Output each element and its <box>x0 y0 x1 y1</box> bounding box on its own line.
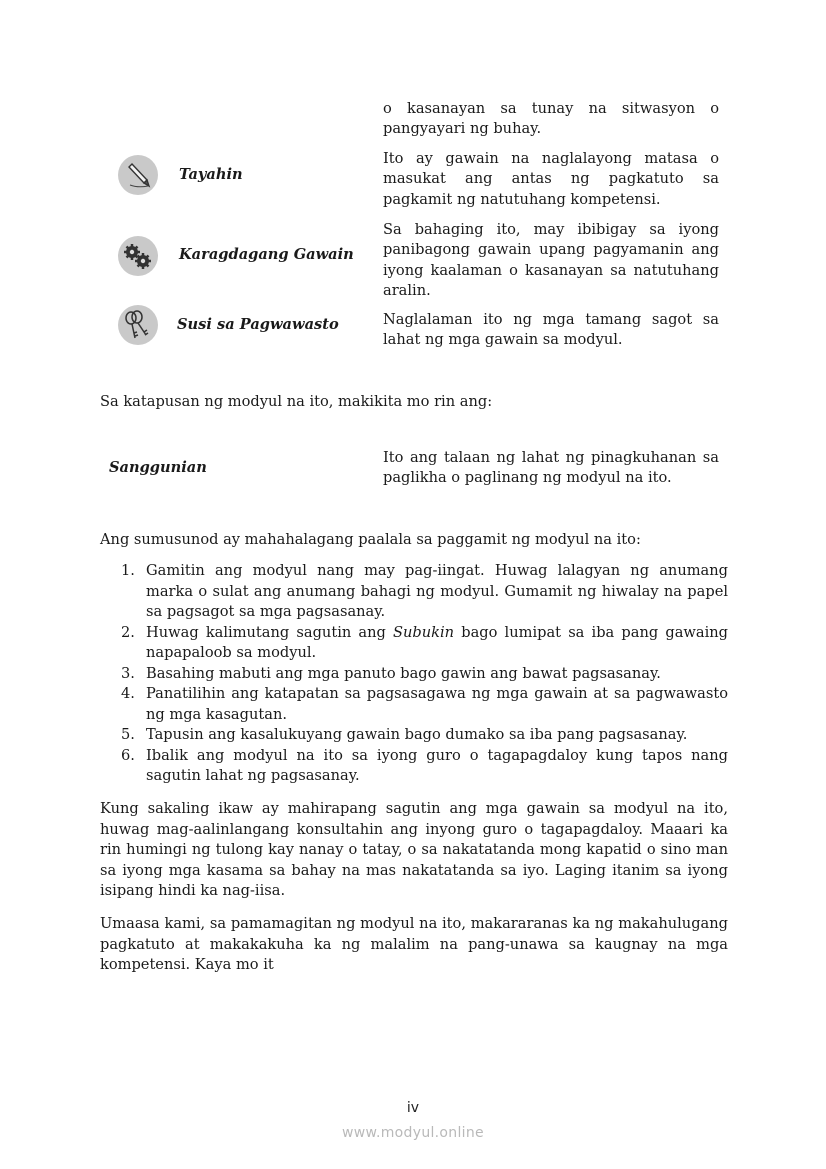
term-tayahin: Tayahin <box>179 166 243 183</box>
term-susi-sa-pagwawasto: Susi sa Pagwawasto <box>177 316 339 333</box>
closing-paragraph: Umaasa kami, sa pamamagitan ng modyul na ito, makararanas ka ng makahulugang pagkatuto at makakakuha ka ng malalim na pang-unawa sa kaugnay na mga kompetensi. Kaya mo it <box>100 915 728 973</box>
reminders-intro-text: Ang sumusunod ay mahahalagang paalala sa paggamit ng modyul na ito: <box>100 531 641 548</box>
list-item: 5. Tapusin ang kasalukuyang gawain bago dumako sa iba pang pagsasanay. <box>121 726 688 743</box>
page-number: iv <box>406 1100 420 1116</box>
description-susi-sa-pagwawasto: Naglalaman ito ng mga tamang sagot sa lahat ng mga gawain sa modyul. <box>383 311 719 349</box>
description-karagdagang-gawain: Sa bahaging ito, may ibibigay sa iyong panibagong gawain upang pagyamanin ang iyong kaalaman o kasanayan sa natutuhang aralin. <box>383 221 719 299</box>
list-item: 1. Gamitin ang modyul nang may pag-iingat. Huwag lalagyan ng anumang marka o sulat ang anumang bahagi ng modyul. Gumamit ng hiwalay na papel sa pagsagot sa mga pagsasanay. <box>121 562 728 620</box>
list-item: 3. Basahing mabuti ang mga panuto bago gawin ang bawat pagsasanay. <box>121 664 661 682</box>
subukin-emphasis: Subukin <box>393 623 455 641</box>
description-tayahin: Ito ay gawain na naglalayong matasa o masukat ang antas ng pagkatuto sa pagkamit ng natutuhang kompetensi. <box>383 150 719 208</box>
end-intro-text: Sa katapusan ng modyul na ito, makikita mo rin ang: <box>100 393 493 410</box>
description-sanggunian: Ito ang talaan ng lahat ng pinagkuhanan sa paglikha o paglinang ng modyul na ito. <box>383 449 719 487</box>
list-item: 4. Panatilihin ang katapatan sa pagsasagawa ng mga gawain at sa pagwawasto ng mga kasagutan. <box>121 685 728 723</box>
watermark: www.modyul.online <box>342 1125 484 1141</box>
term-sanggunian: Sanggunian <box>109 459 207 476</box>
list-item: 2. Huwag kalimutang sagutin ang Subukin bago lumipat sa iba pang gawaing napapaloob sa modyul. <box>121 623 728 661</box>
gears-icon <box>118 236 158 276</box>
pencil-icon <box>118 155 158 195</box>
keys-icon <box>118 305 158 345</box>
help-paragraph: Kung sakaling ikaw ay mahirapang sagutin ang mga gawain sa modyul na ito, huwag mag-aalinlangang konsultahin ang inyong guro o tagapagdaloy. Maaari ka rin humingi ng tulong kay nanay o tatay, o sa nakatatanda mong kapatid o sino man sa iyong mga kasama sa bahay na mas nakatatanda sa iyo. Laging itanim sa iyong isipang hindi ka nag-iisa. <box>100 800 728 899</box>
term-karagdagang-gawain: Karagdagang Gawain <box>179 246 354 263</box>
list-item: 6. Ibalik ang modyul na ito sa iyong guro o tagapagdaloy kung tapos nang sagutin lahat ng pagsasanay. <box>121 746 728 784</box>
reminders-list <box>100 561 728 787</box>
continued-description: o kasanayan sa tunay na sitwasyon o pangyayari ng buhay. <box>383 100 719 138</box>
